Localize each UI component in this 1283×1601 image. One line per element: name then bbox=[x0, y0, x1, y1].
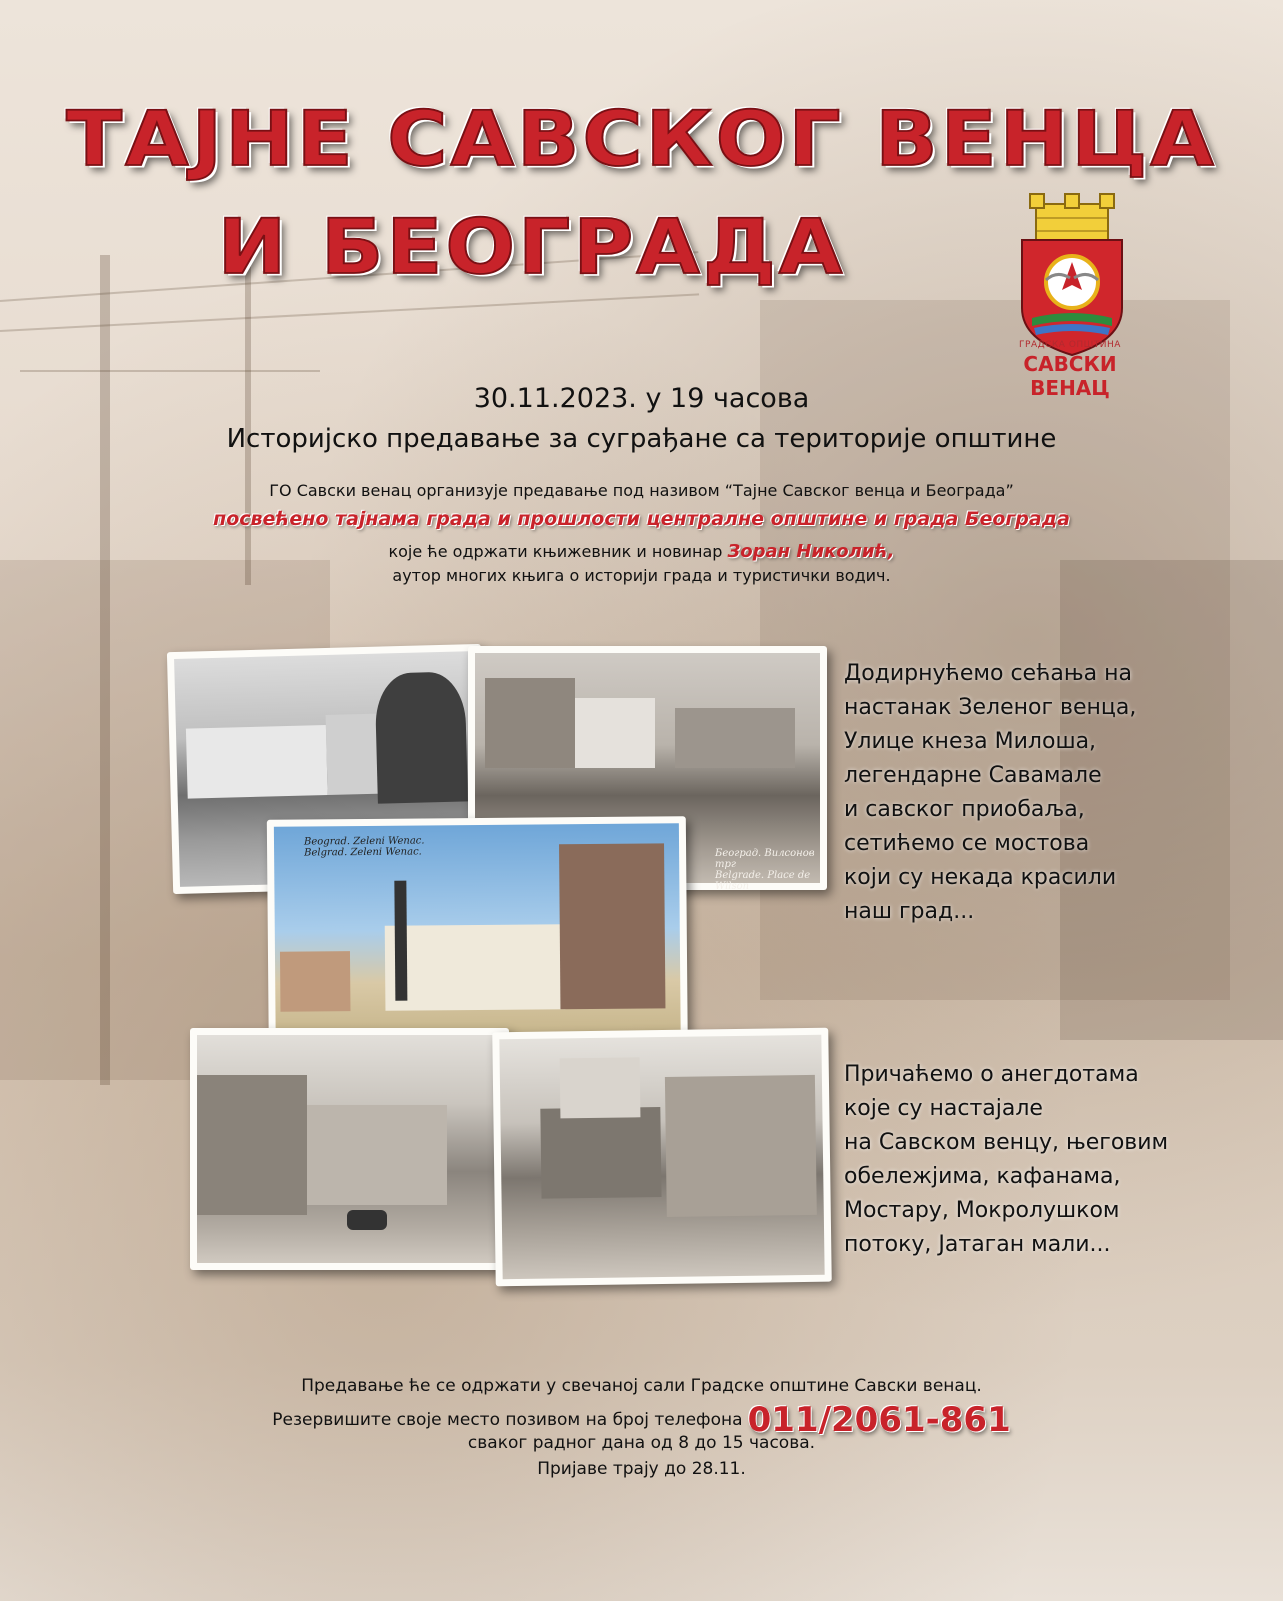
lecturer-line bbox=[0, 541, 1283, 562]
side-text-line: и савског приобаља, bbox=[844, 797, 1085, 822]
side-text-line: Причаћемо о анегдотама bbox=[844, 1062, 1139, 1087]
crest-caption: САВСКИ ВЕНАЦ bbox=[1023, 352, 1117, 400]
author-line: аутор многих књига о историји града и туристички водич. bbox=[392, 566, 891, 585]
title-line-1: ТАЈНЕ САВСКОГ ВЕНЦА bbox=[66, 95, 1217, 184]
footer-hours: сваког радног дана од 8 до 15 часова. bbox=[467, 1433, 816, 1453]
side-text-line: Улице кнеза Милоша, bbox=[844, 729, 1097, 754]
postcard-caption-wilson: Београд. Вилсонов трг Belgrade. Place de Wilson bbox=[715, 848, 815, 892]
side-text-block-2 bbox=[844, 1058, 1224, 1262]
lecturer-prefix: које ће одржати књижевник и новинар bbox=[388, 542, 723, 561]
side-text-line: који су некада красили bbox=[844, 865, 1117, 890]
photo-corner-bw bbox=[492, 1028, 832, 1287]
side-text-line: потоку, Јатаган мали... bbox=[844, 1232, 1111, 1257]
side-text-line: настанак Зеленог венца, bbox=[844, 695, 1137, 720]
lecturer-name: Зоран Николић, bbox=[727, 541, 895, 562]
side-text-line: на Савском венцу, његовим bbox=[844, 1130, 1169, 1155]
side-text-block-1 bbox=[844, 657, 1224, 929]
title-line-2: И БЕОГРАДА bbox=[217, 203, 846, 292]
event-dedication: посвећено тајнама града и прошлости централне општине и града Београда bbox=[213, 508, 1070, 530]
event-date-time: 30.11.2023. у 19 часова bbox=[473, 383, 810, 414]
footer-deadline: Пријаве трају до 28.11. bbox=[537, 1459, 746, 1479]
side-text-line: обележјима, кафанама, bbox=[844, 1164, 1121, 1189]
side-text-line: сетићемо се мостова bbox=[844, 831, 1090, 856]
postcard-caption-zeleni-venac: Beograd. Zeleni Wenac. Belgrad. Zeleni Wenac. bbox=[303, 835, 425, 859]
side-text-line: легендарне Савамале bbox=[844, 763, 1102, 788]
crest-small-caption: ГРАДСКА ОПШТИНА bbox=[1019, 340, 1121, 350]
side-text-line: Мостару, Мокролушком bbox=[844, 1198, 1120, 1223]
side-text-line: наш град... bbox=[844, 899, 975, 924]
phone-number[interactable]: 011/2061-861 bbox=[747, 1400, 1011, 1440]
side-text-line: Додирнућемо сећања на bbox=[844, 661, 1133, 686]
event-intro: ГО Савски венац организује предавање под називом “Тајне Савског венца и Београда” bbox=[269, 481, 1014, 500]
footer-venue: Предавање ће се одржати у свечаној сали Градске општине Савски венац. bbox=[301, 1376, 982, 1396]
footer-reservation-text: Резервишите своје место позивом на број телефона bbox=[272, 1410, 743, 1430]
side-text-line: које су настајале bbox=[844, 1096, 1043, 1121]
event-subtitle: Историјско предавање за суграђане са територије општине bbox=[226, 424, 1057, 454]
photo-street-bw bbox=[190, 1028, 509, 1270]
